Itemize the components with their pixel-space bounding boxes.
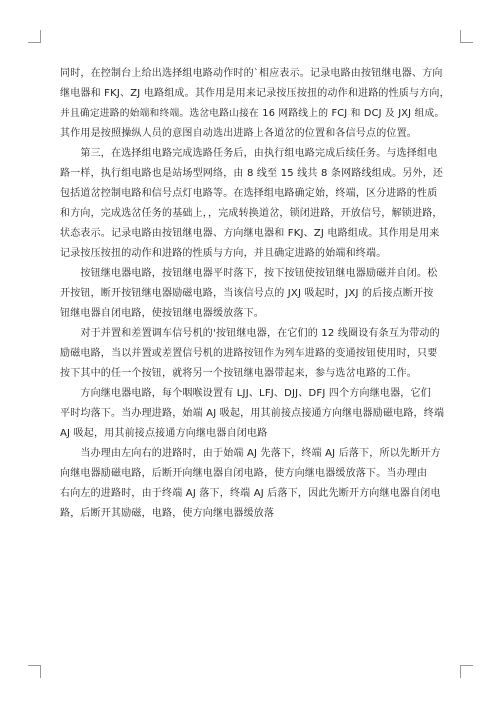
crop-mark-bottom-left [28, 665, 41, 678]
text-line: 第三，在选择组电路完成选路任务后，由执行组电路完成后续任务。与选择组电 [60, 148, 438, 159]
paragraph-2 [60, 144, 450, 264]
text-line: 状态表示。记录电路由按钮继电器、方向继电器和 FKJ、ZJ 电路组成。其作用是用来 [60, 228, 440, 239]
text-line: 和方向，完成选岔任务的基础上，，完成转换道岔，锁闭进路，开放信号，解锁进路， [60, 208, 443, 219]
document-body [60, 64, 450, 524]
text-line: 向继电器励磁电路，后断开向继电器自闭电路，使方向继电器缓放落下。当办理由 [60, 468, 428, 479]
text-line: 继电器和 FKJ、ZJ 电路组成。其作用是用来记录按压按扭的动作和进路的性质与方向， [60, 88, 450, 99]
text-line: 路一样，执行组电路也是站场型网络，由 8 线至 15 线共 8 条网路线组成。另外，还 [60, 168, 444, 179]
text-line: 路，后断开其励磁，电路，使方向继电器缓放落 [60, 508, 275, 519]
text-line: 记录按压按扭的动作和进路的性质与方向，并且确定进路的始端和终端。 [60, 248, 387, 259]
crop-mark-bottom-right [460, 665, 473, 678]
text-line: 对于并置和差置调车信号机的'按钮继电器，在它们的 12 线圈设有条互为带动的 [60, 328, 440, 339]
paragraph-3 [60, 264, 450, 324]
text-line: 当办理由左向右的进路时，由于始端 AJ 先落下，终端 AJ 后落下，所以先断开方 [60, 448, 441, 459]
text-line: 方向继电器电路，每个咽喉设置有 LJJ、LFJ、DJJ、DFJ 四个方向继电器，它们 [60, 388, 431, 399]
text-line: AJ 吸起，用其前接点接通方向继电器自闭电路 [60, 428, 268, 439]
text-line: 右向左的进路时，由于终端 AJ 落下，终端 AJ 后落下，因此先断开方向继电器自闭电 [60, 488, 441, 499]
text-line: 同时，在控制台上给出选择组电路动作时的`相应表示。记录电路由按钮继电器、方向 [60, 68, 443, 79]
text-line: 励磁电路，当以并置或差置信号机的进路按钮作为列车进路的变通按钮使用时，只要 [60, 348, 438, 359]
text-line: 开按钮，断开按钮继电器励磁电路，当该信号点的 JXJ 吸起时，JXJ 的后接点断开按 [60, 288, 434, 299]
text-line: 其作用是按照操纵人员的意图自动选出进路上各道岔的位置和各信号点的位置。 [60, 128, 417, 139]
crop-mark-top-left [28, 30, 41, 43]
paragraph-5 [60, 384, 450, 444]
text-line: 包括道岔控制电路和信号点灯电路等。在选择组电路确定始，终端，区分进路的性质 [60, 188, 438, 199]
crop-mark-top-right [460, 30, 473, 43]
text-line: 按下其中的任一个按钮，就将另一个按钮继电器带起来，参与选岔电路的工作。 [60, 368, 417, 379]
text-line: 按钮继电器电路，按钮继电器平时落下，按下按钮使按钮继电器励磁并自闭。松 [60, 268, 438, 279]
text-line: 并且确定进路的始端和终端。选岔电路山接在 16 网路线上的 FCJ 和 DCJ 及 JXJ 组成。 [60, 108, 445, 119]
text-line: 平时均落下。当办理进路，始端 AJ 吸起，用其前接点接通方向继电器励磁电路，终端 [60, 408, 445, 419]
text-line: 钮继电器自闭电路，使按钮继电器缓放落下。 [60, 308, 264, 319]
paragraph-4 [60, 324, 450, 384]
paragraph-6 [60, 444, 450, 524]
paragraph-1 [60, 64, 450, 144]
